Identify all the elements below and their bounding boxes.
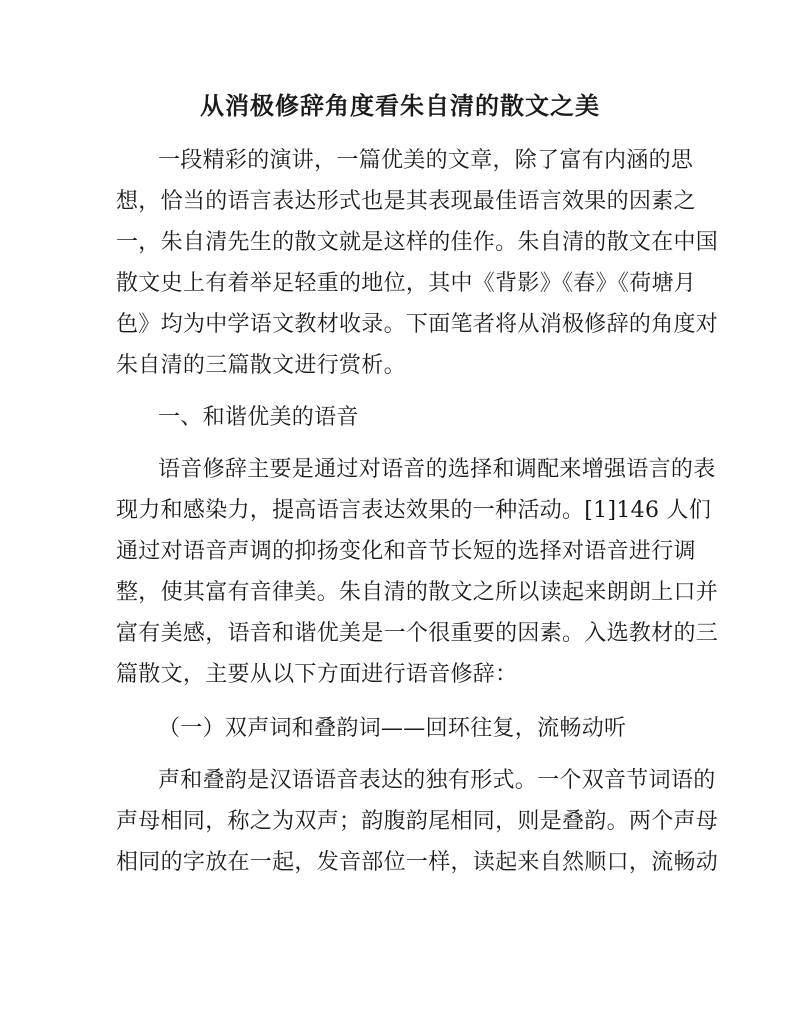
paragraph-1-line-4: 散文史上有着举足轻重的地位，其中《背影》《春》《荷塘月: [116, 271, 697, 296]
paragraph-2-line-2: 现力和感染力，提高语言表达效果的一种活动。[1]146 人们: [116, 498, 712, 523]
paragraph-2-line-6: 篇散文，主要从以下方面进行语音修辞：: [116, 662, 518, 687]
paragraph-2-line-4: 整，使其富有音律美。朱自清的散文之所以读起来朗朗上口并: [116, 580, 719, 605]
paragraph-2-line-3: 通过对语音声调的抑扬变化和音节长短的选择对语音进行调: [116, 539, 696, 564]
section-heading-2: （一）双声词和叠韵词——回环往复，流畅动听: [158, 716, 627, 741]
paragraph-2-line-1: 语音修辞主要是通过对语音的选择和调配来增强语言的表: [158, 457, 716, 482]
paragraph-2-line-5: 富有美感，语音和谐优美是一个很重要的因素。入选教材的三: [116, 621, 719, 646]
paragraph-3-line-3: 相同的字放在一起，发音部位一样，读起来自然顺口，流畅动: [116, 850, 719, 875]
paragraph-3-line-1: 声和叠韵是汉语语音表达的独有形式。一个双音节词语的: [158, 768, 716, 793]
paragraph-1-line-1: 一段精彩的演讲，一篇优美的文章，除了富有内涵的思: [158, 148, 694, 173]
document-title: 从消极修辞角度看朱自清的散文之美: [200, 91, 600, 120]
section-heading-1: 一、和谐优美的语音: [158, 405, 359, 430]
paragraph-3-line-2: 声母相同，称之为双声；韵腹韵尾相同，则是叠韵。两个声母: [116, 809, 719, 834]
paragraph-1-line-2: 想，恰当的语言表达形式也是其表现最佳语言效果的因素之: [116, 189, 696, 214]
paragraph-1-line-6: 朱自清的三篇散文进行赏析。: [116, 353, 406, 378]
paragraph-1-line-3: 一，朱自清先生的散文就是这样的佳作。朱自清的散文在中国: [116, 230, 719, 255]
paragraph-1-line-5: 色》均为中学语文教材收录。下面笔者将从消极修辞的角度对: [116, 312, 719, 337]
